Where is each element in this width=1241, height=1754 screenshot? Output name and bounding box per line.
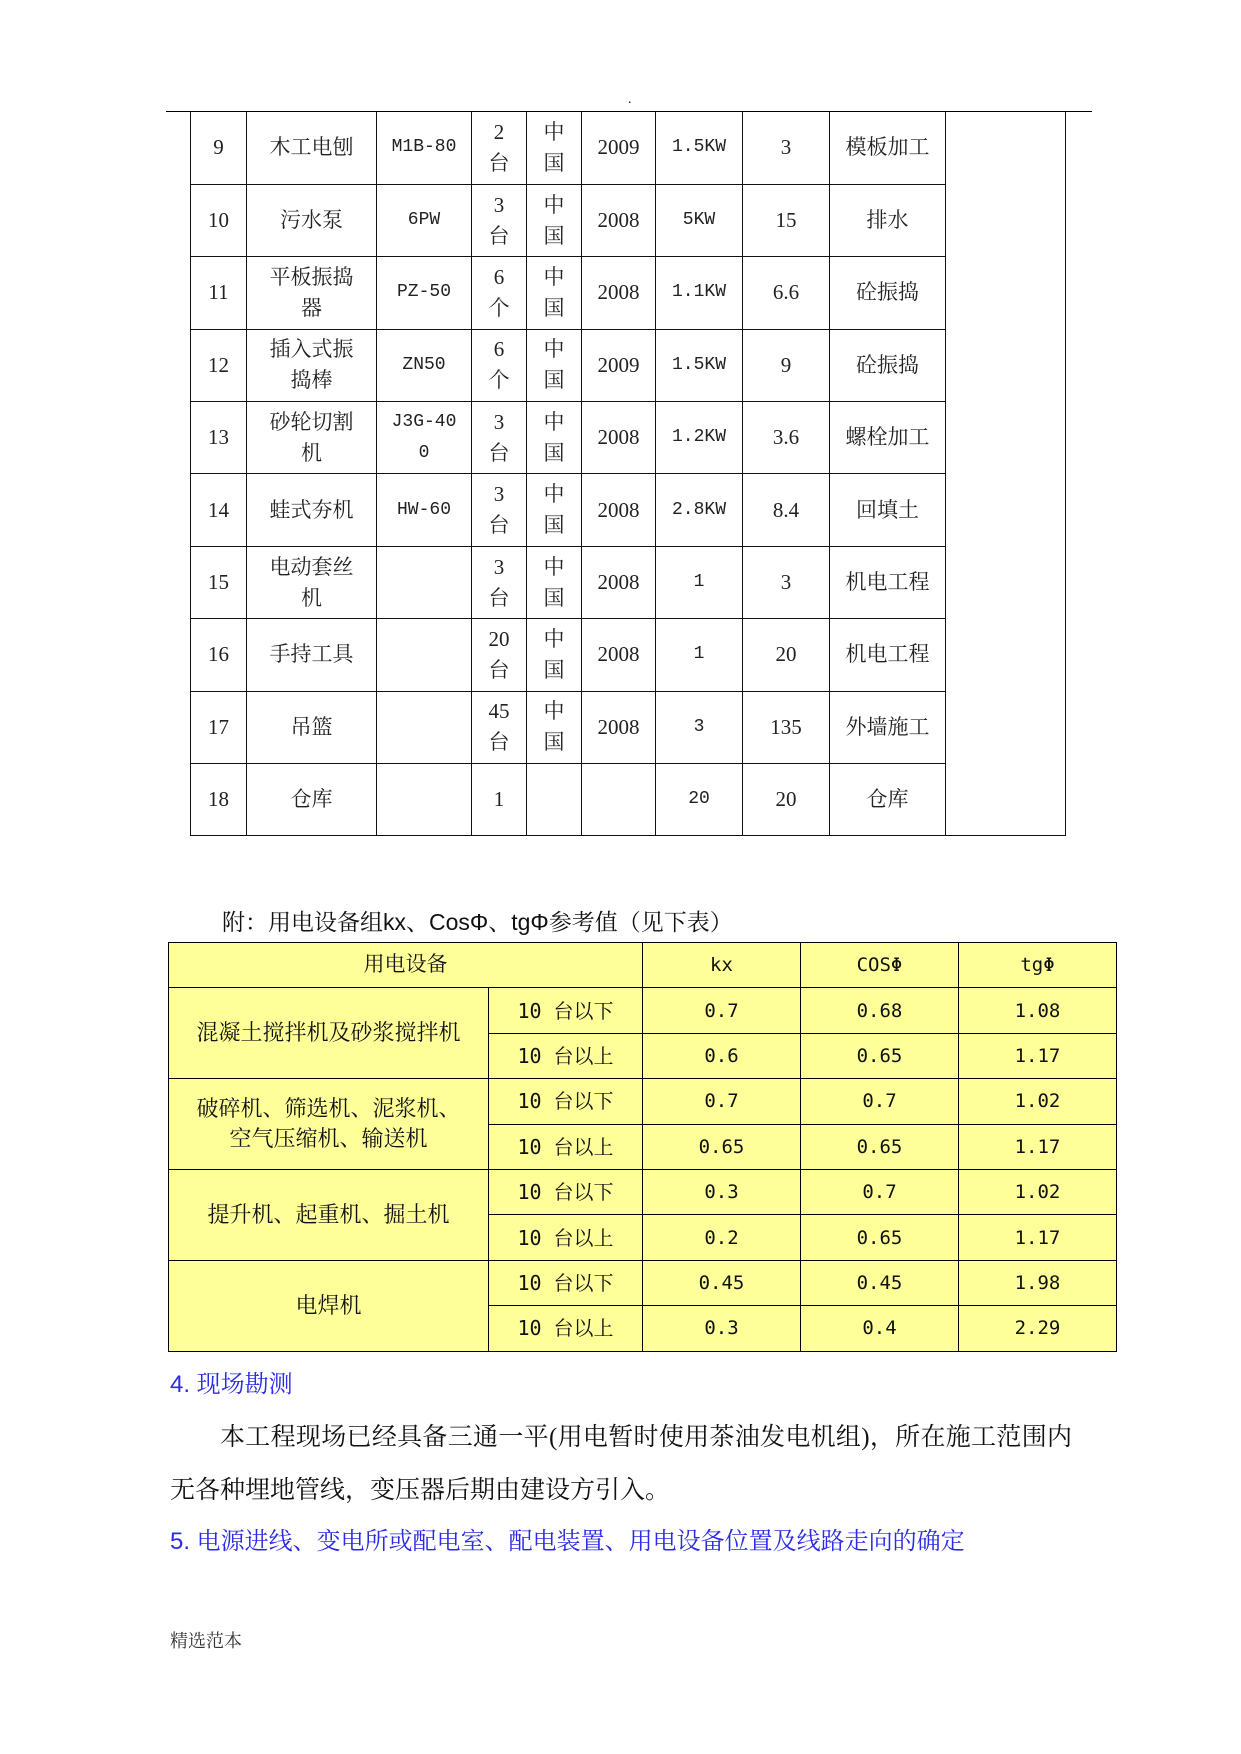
- cell-quantity: 6个: [472, 329, 527, 401]
- cell-tg: 1.02: [959, 1079, 1117, 1124]
- cell-model: 6PW: [377, 184, 472, 256]
- cell-purpose: 螺栓加工: [830, 402, 946, 474]
- cell-total-power: 135: [743, 691, 830, 763]
- cell-quantity-range: 10 台以上: [489, 1215, 643, 1260]
- cell-origin: [527, 764, 582, 836]
- cell-kx: 0.7: [643, 1079, 801, 1124]
- cell-purpose: 砼振捣: [830, 329, 946, 401]
- cell-blank: [946, 764, 1066, 836]
- cell-year: 2009: [582, 112, 656, 184]
- cell-purpose: 机电工程: [830, 546, 946, 618]
- cell-tg: 2.29: [959, 1306, 1117, 1351]
- cell-cos: 0.65: [801, 1033, 959, 1078]
- cell-item-no: 15: [191, 546, 247, 618]
- cell-purpose: 外墙施工: [830, 691, 946, 763]
- table-row: [191, 402, 1066, 474]
- cell-model: [377, 619, 472, 691]
- cell-item-no: 12: [191, 329, 247, 401]
- table-row: [191, 691, 1066, 763]
- cell-year: 2008: [582, 546, 656, 618]
- cell-purpose: 回填土: [830, 474, 946, 546]
- cell-tg: 1.02: [959, 1169, 1117, 1214]
- cell-quantity-range: 10 台以下: [489, 1260, 643, 1305]
- cell-model: PZ-50: [377, 257, 472, 329]
- equipment-table: [190, 112, 1066, 836]
- cell-kx: 0.2: [643, 1215, 801, 1260]
- cell-equipment-name: 电动套丝机: [247, 546, 377, 618]
- table-row: [191, 184, 1066, 256]
- cell-year: 2008: [582, 184, 656, 256]
- cell-year: 2009: [582, 329, 656, 401]
- cell-equipment-name: 手持工具: [247, 619, 377, 691]
- cell-item-no: 13: [191, 402, 247, 474]
- cell-origin: 中国: [527, 112, 582, 184]
- cell-total-power: 3.6: [743, 402, 830, 474]
- cell-total-power: 8.4: [743, 474, 830, 546]
- table-row: [191, 474, 1066, 546]
- cell-cos: 0.45: [801, 1260, 959, 1305]
- cell-model: [377, 764, 472, 836]
- cell-equipment-name: 砂轮切割机: [247, 402, 377, 474]
- cell-origin: 中国: [527, 329, 582, 401]
- cell-power: 3: [656, 691, 743, 763]
- section-heading: 5. 电源进线、变电所或配电室、配电装置、用电设备位置及线路走向的确定: [170, 1528, 965, 1555]
- cell-quantity-range: 10 台以下: [489, 988, 643, 1033]
- cell-tg: 1.17: [959, 1124, 1117, 1169]
- table-row: [169, 988, 1117, 1033]
- cell-item-no: 10: [191, 184, 247, 256]
- cell-power: 1.1KW: [656, 257, 743, 329]
- cell-item-no: 11: [191, 257, 247, 329]
- cell-purpose: 排水: [830, 184, 946, 256]
- cell-power: 1: [656, 546, 743, 618]
- cell-item-no: 16: [191, 619, 247, 691]
- cell-cos: 0.7: [801, 1169, 959, 1214]
- cell-blank: [946, 619, 1066, 691]
- cell-quantity-range: 10 台以上: [489, 1033, 643, 1078]
- table-row: [191, 764, 1066, 836]
- cell-model: M1B-80: [377, 112, 472, 184]
- cell-cos: 0.68: [801, 988, 959, 1033]
- cell-cos: 0.65: [801, 1215, 959, 1260]
- section-heading: 4. 现场勘测: [170, 1371, 293, 1398]
- cell-quantity: 3台: [472, 546, 527, 618]
- cell-equipment-name: 蛙式夯机: [247, 474, 377, 546]
- cell-total-power: 3: [743, 112, 830, 184]
- cell-power: 20: [656, 764, 743, 836]
- cell-year: [582, 764, 656, 836]
- cell-origin: 中国: [527, 546, 582, 618]
- cell-kx: 0.65: [643, 1124, 801, 1169]
- cell-origin: 中国: [527, 184, 582, 256]
- cell-model: ZN50: [377, 329, 472, 401]
- cell-tg: 1.98: [959, 1260, 1117, 1305]
- cell-equipment-name: 仓库: [247, 764, 377, 836]
- cell-tg: 1.08: [959, 988, 1117, 1033]
- cell-total-power: 3: [743, 546, 830, 618]
- cell-purpose: 仓库: [830, 764, 946, 836]
- cell-quantity: 6个: [472, 257, 527, 329]
- table-caption: 附：用电设备组kx、CosΦ、tgΦ参考值（见下表）: [222, 909, 733, 935]
- table-row: [191, 329, 1066, 401]
- cell-quantity: 45台: [472, 691, 527, 763]
- cell-blank: [946, 474, 1066, 546]
- cell-blank: [946, 402, 1066, 474]
- cell-model: [377, 691, 472, 763]
- cell-equipment-name: 污水泵: [247, 184, 377, 256]
- cell-power: 1.5KW: [656, 112, 743, 184]
- cell-equipment-name: 插入式振捣棒: [247, 329, 377, 401]
- cell-year: 2008: [582, 402, 656, 474]
- cell-quantity: 2台: [472, 112, 527, 184]
- cell-blank: [946, 184, 1066, 256]
- cell-power: 5KW: [656, 184, 743, 256]
- cell-tg: 1.17: [959, 1033, 1117, 1078]
- cell-total-power: 9: [743, 329, 830, 401]
- table-header-row: [169, 943, 1117, 988]
- coefficient-table: [168, 942, 1117, 1352]
- cell-model: HW-60: [377, 474, 472, 546]
- cell-quantity: 3台: [472, 184, 527, 256]
- section-paragraph: 本工程现场已经具备三通一平(用电暂时使用茶油发电机组)，所在施工范围内无各种埋地管线，变压器后期由建设方引入。: [170, 1424, 1072, 1504]
- cell-origin: 中国: [527, 474, 582, 546]
- cell-blank: [946, 257, 1066, 329]
- cell-cos: 0.65: [801, 1124, 959, 1169]
- cell-year: 2008: [582, 691, 656, 763]
- cell-kx: 0.45: [643, 1260, 801, 1305]
- cell-total-power: 20: [743, 619, 830, 691]
- cell-power: 1.2KW: [656, 402, 743, 474]
- cell-power: 1.5KW: [656, 329, 743, 401]
- cell-blank: [946, 329, 1066, 401]
- equipment-group-name: 电焊机: [169, 1260, 489, 1351]
- table-row: [191, 257, 1066, 329]
- cell-origin: 中国: [527, 402, 582, 474]
- cell-total-power: 20: [743, 764, 830, 836]
- cell-power: 1: [656, 619, 743, 691]
- table-row: [169, 1079, 1117, 1124]
- table-row: [191, 112, 1066, 184]
- cell-equipment-name: 木工电刨: [247, 112, 377, 184]
- cell-quantity: 3台: [472, 402, 527, 474]
- cell-kx: 0.3: [643, 1306, 801, 1351]
- cell-purpose: 砼振捣: [830, 257, 946, 329]
- cell-origin: 中国: [527, 619, 582, 691]
- cell-kx: 0.3: [643, 1169, 801, 1214]
- equipment-group-name: 破碎机、筛选机、泥浆机、空气压缩机、输送机: [169, 1079, 489, 1170]
- cell-origin: 中国: [527, 691, 582, 763]
- header-equipment: 用电设备: [169, 943, 643, 988]
- table-row: [191, 546, 1066, 618]
- cell-item-no: 9: [191, 112, 247, 184]
- cell-origin: 中国: [527, 257, 582, 329]
- cell-year: 2008: [582, 619, 656, 691]
- cell-cos: 0.4: [801, 1306, 959, 1351]
- header-kx: kx: [643, 943, 801, 988]
- cell-blank: [946, 112, 1066, 184]
- cell-item-no: 18: [191, 764, 247, 836]
- cell-quantity: 3台: [472, 474, 527, 546]
- cell-equipment-name: 吊篮: [247, 691, 377, 763]
- cell-total-power: 6.6: [743, 257, 830, 329]
- cell-kx: 0.7: [643, 988, 801, 1033]
- cell-model: [377, 546, 472, 618]
- cell-quantity: 1: [472, 764, 527, 836]
- equipment-group-name: 混凝土搅拌机及砂浆搅拌机: [169, 988, 489, 1079]
- cell-total-power: 15: [743, 184, 830, 256]
- cell-purpose: 模板加工: [830, 112, 946, 184]
- cell-equipment-name: 平板振捣器: [247, 257, 377, 329]
- cell-quantity-range: 10 台以上: [489, 1306, 643, 1351]
- cell-quantity-range: 10 台以下: [489, 1169, 643, 1214]
- cell-quantity-range: 10 台以上: [489, 1124, 643, 1169]
- table-row: [191, 619, 1066, 691]
- header-tg: tgΦ: [959, 943, 1117, 988]
- equipment-group-name: 提升机、起重机、掘土机: [169, 1169, 489, 1260]
- cell-item-no: 14: [191, 474, 247, 546]
- header-cos: COSΦ: [801, 943, 959, 988]
- cell-quantity: 20台: [472, 619, 527, 691]
- cell-power: 2.8KW: [656, 474, 743, 546]
- cell-quantity-range: 10 台以下: [489, 1079, 643, 1124]
- cell-blank: [946, 546, 1066, 618]
- cell-year: 2008: [582, 474, 656, 546]
- cell-cos: 0.7: [801, 1079, 959, 1124]
- table-row: [169, 1260, 1117, 1305]
- cell-purpose: 机电工程: [830, 619, 946, 691]
- cell-model: J3G-400: [377, 402, 472, 474]
- cell-item-no: 17: [191, 691, 247, 763]
- page-header-mark: .: [628, 92, 632, 107]
- cell-blank: [946, 691, 1066, 763]
- table-row: [169, 1169, 1117, 1214]
- cell-kx: 0.6: [643, 1033, 801, 1078]
- page-footer: 精选范本: [170, 1631, 242, 1651]
- cell-tg: 1.17: [959, 1215, 1117, 1260]
- cell-year: 2008: [582, 257, 656, 329]
